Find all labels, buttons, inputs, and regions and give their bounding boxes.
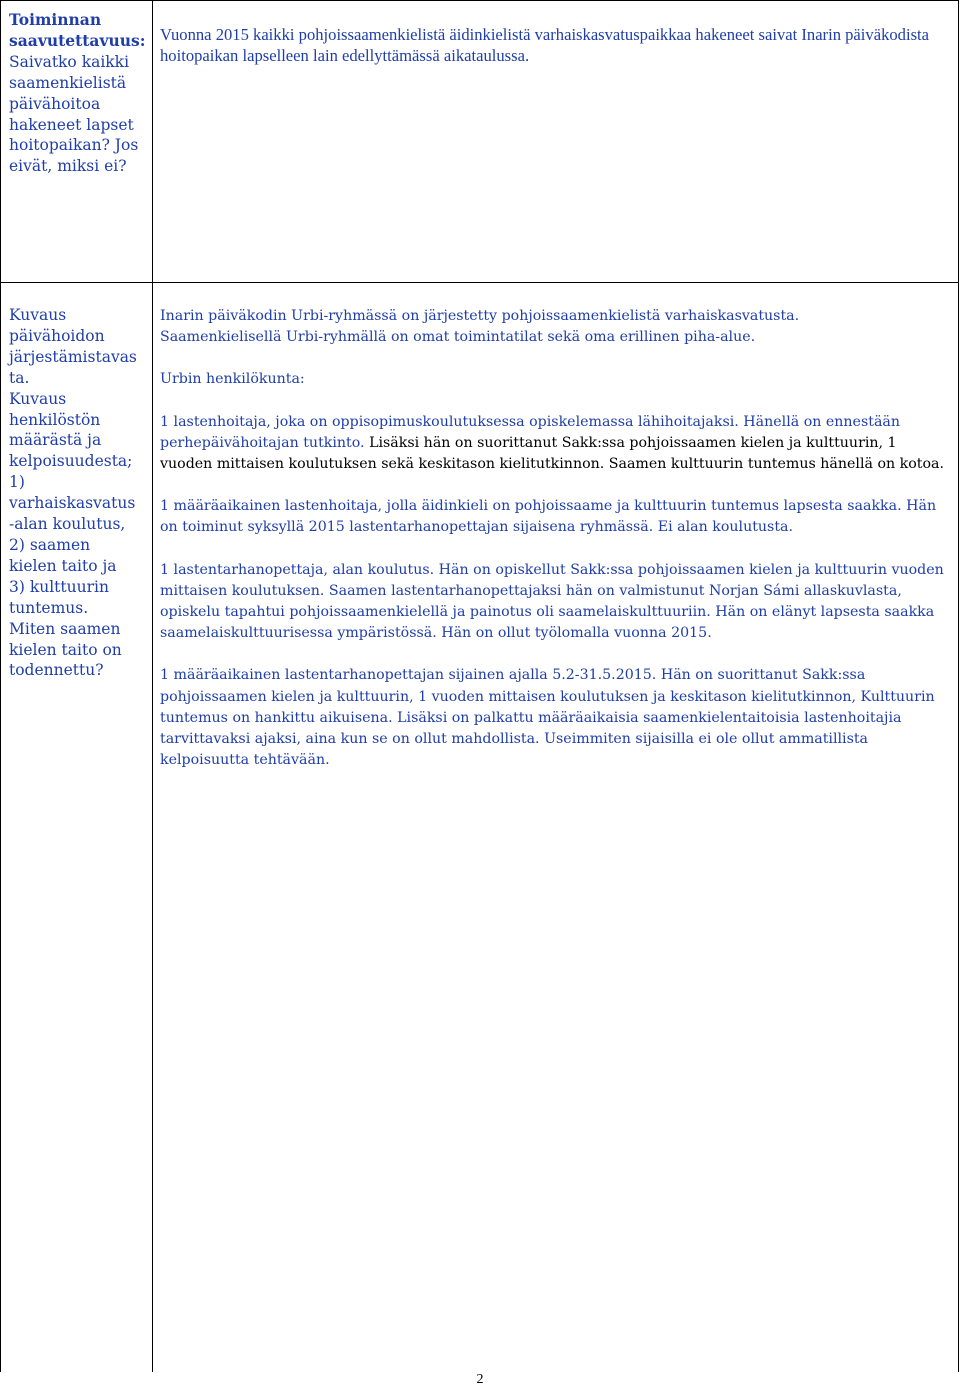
label-line: saamenkielistä xyxy=(9,73,127,92)
content-paragraph: Vuonna 2015 kaikki pohjoissaamenkielistä äidinkielistä varhaiskasvatuspaikkaa hakeneet saivat Inarin päiväkodista hoitopaikan lapselleen lain edellyttämässä aikataulussa. xyxy=(160,25,930,65)
content-paragraph-staff-1 xyxy=(160,412,952,476)
label-line: Saivatko kaikki xyxy=(9,52,130,71)
label-line: varhaiskasvatus xyxy=(9,494,136,513)
label-line: ta. xyxy=(9,368,30,387)
label-line: saavutettavuus: xyxy=(9,30,146,50)
label-line: todennettu? xyxy=(9,661,104,680)
content-paragraph-staff-2: 1 määräaikainen lastenhoitaja, jolla äidinkieli on pohjoissaame ja kulttuurin tuntemus lapsesta saakka. Hän on toiminut syksyllä 2015 lastentarhanopettajan sijaisena ryhmässä. Ei alan koulutusta. xyxy=(160,498,937,536)
label-line: Kuvaus xyxy=(9,306,67,324)
content-paragraph-intro-line2: Saamenkielisellä Urbi-ryhmällä on omat toimintatilat sekä oma erillinen piha-alue. xyxy=(160,329,756,346)
row-label-accessibility xyxy=(9,10,149,177)
content-paragraph-staff-3: 1 lastentarhanopettaja, alan koulutus. Hän on opiskellut Sakk:ssa pohjoissaamen kielen ja kulttuurin vuoden mittaisen koulutuksen. Saamen lastentarhanopettajaksi hän on valmistunut Norjan Sámi allaskuvlasta, opiskelu tapahtui pohjoissaamenkielellä ja painotus oli saamelaiskulttuuriin. Hän on elänyt lapsesta saakka saamelaiskulttuurisessa ympäristössä. Hän on ollut työlomalla vuonna 2015. xyxy=(160,561,944,642)
label-line: 2) saamen xyxy=(9,535,91,554)
label-line: päivähoidon xyxy=(9,326,105,345)
content-paragraph-staff-4: 1 määräaikainen lastentarhanopettajan sijainen ajalla 5.2-31.5.2015. Hän on suorittanut Sakk:ssa pohjoissaamen kielen ja kulttuurin, 1 vuoden mittaisen koulutuksen ja keskitason kielitutkinnon, Kulttuurin tuntemus on hankittu aikuisena. Lisäksi on palkattu määräaikaisia saamenkielentaitoisia lastenhoitajia tarvittavaksi ajaksi, aina kun se on ollut mahdollista. Useimmiten sijaisilla ei ole ollut ammatillista kelpoisuutta tehtävään. xyxy=(160,667,935,769)
label-line: Kuvaus xyxy=(9,389,67,408)
label-line: määrästä ja xyxy=(9,431,102,450)
label-line: järjestämistavas xyxy=(9,347,137,366)
content-text: 1 lastenhoitaja, joka on oppisopimuskoulutuksessa opiskelemassa lähihoitajaksi. Hänellä on ennestään perhepäivähoitajan tutkinto. xyxy=(160,413,900,451)
label-line: Miten saamen xyxy=(9,619,121,638)
table-column-divider xyxy=(152,0,153,1372)
label-line: kelpoisuudesta; xyxy=(9,452,133,471)
table-border-right xyxy=(958,0,959,1372)
label-line: 1) xyxy=(9,473,25,492)
table-border-left xyxy=(0,0,1,1372)
label-line: hakeneet lapset xyxy=(9,115,134,134)
content-text: Lisäksi hän on suorittanut Sakk:ssa pohjoissaamen kielen ja kulttuurin, 1 vuoden mittaisen koulutuksen sekä keskitason kielitutkinnon. Saamen kulttuurin tuntemus hänellä on kotoa. xyxy=(160,434,944,473)
row-content-staff-description xyxy=(160,306,952,771)
label-line: Toiminnan xyxy=(9,10,102,29)
label-line: eivät, miksi ei? xyxy=(9,157,127,176)
label-line: kielen taito on xyxy=(9,640,122,659)
row-label-staff-description xyxy=(9,305,149,681)
label-line: henkilöstön xyxy=(9,410,101,429)
table-border-top xyxy=(0,0,959,1)
label-line: hoitopaikan? Jos xyxy=(9,136,139,155)
row-content-accessibility xyxy=(160,24,952,66)
label-line: kielen taito ja xyxy=(9,556,117,575)
page-number: 2 xyxy=(476,1372,484,1387)
label-line: tuntemus. xyxy=(9,598,89,617)
content-paragraph-intro-line1: Inarin päiväkodin Urbi-ryhmässä on järjestetty pohjoissaamenkielistä varhaiskasvatusta. xyxy=(160,308,800,324)
label-line: päivähoitoa xyxy=(9,94,101,113)
content-paragraph-staff-heading: Urbin henkilökunta: xyxy=(160,371,305,388)
label-line: 3) kulttuurin xyxy=(9,577,109,596)
table-row-divider xyxy=(0,282,959,283)
label-line: -alan koulutus, xyxy=(9,515,126,534)
